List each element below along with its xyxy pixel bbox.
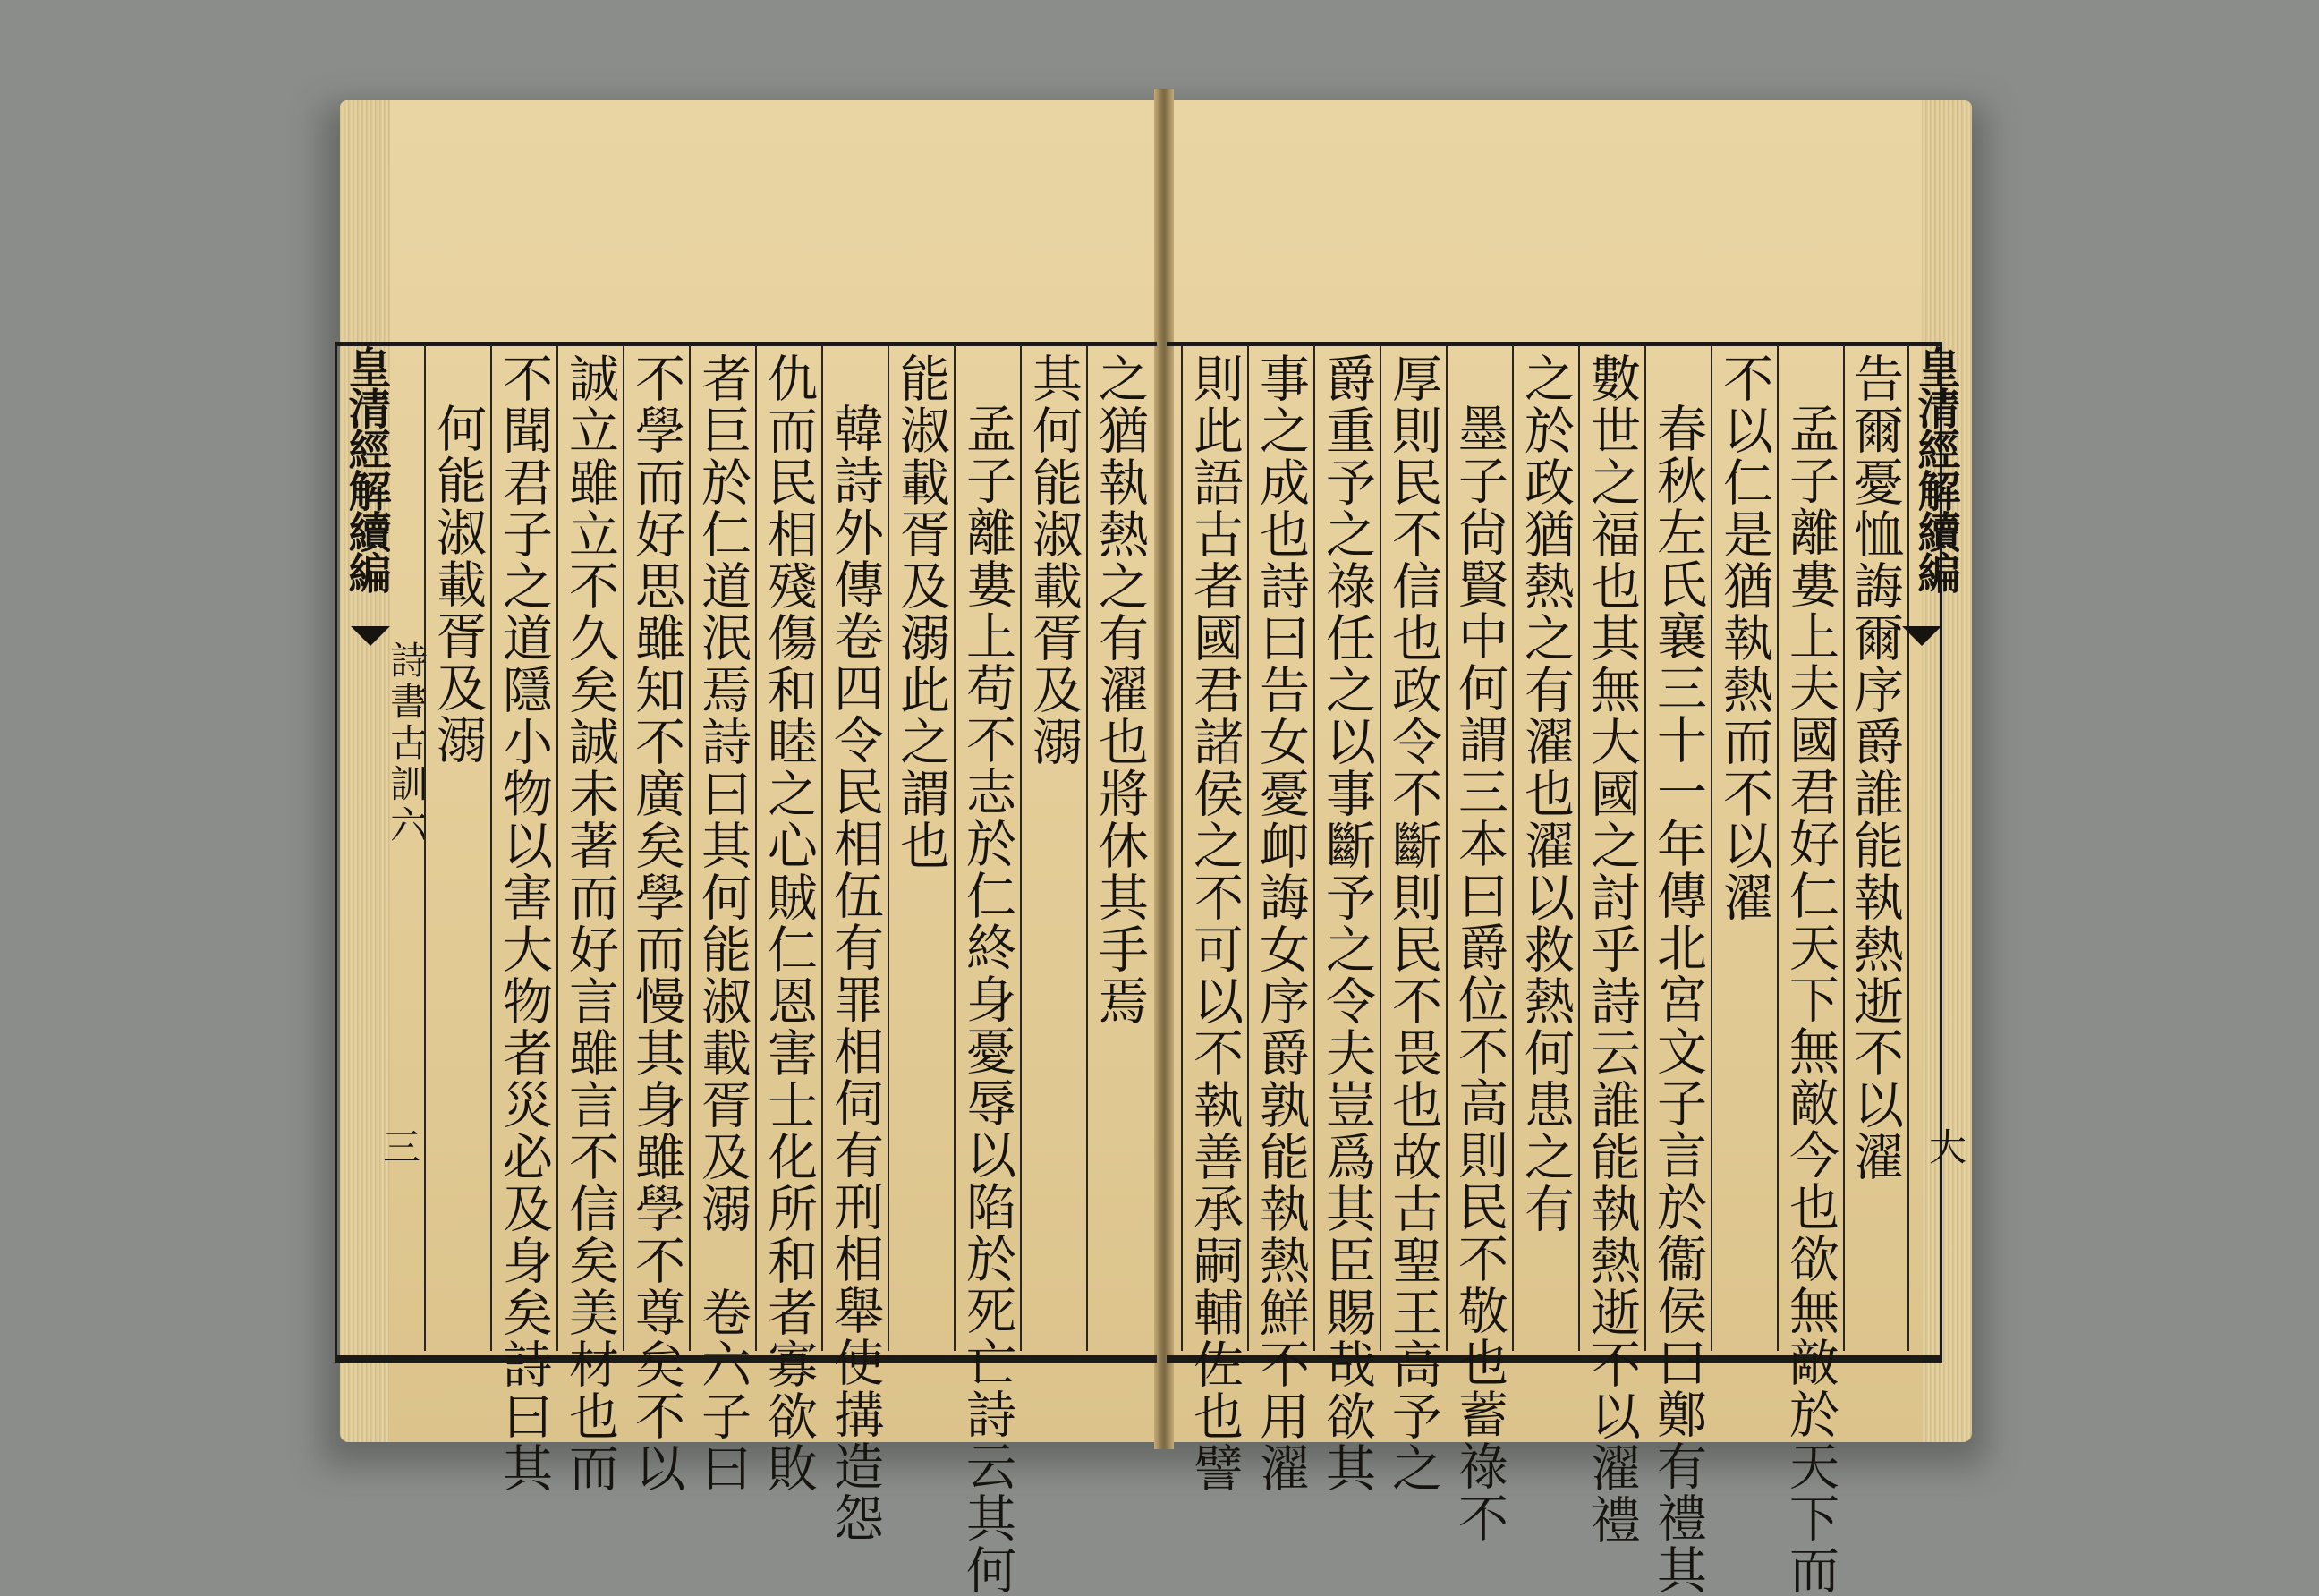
left-text-column-0: 之猶執熱之有濯也將休其手焉 [1086, 345, 1152, 1351]
right-fish-tail-icon [1902, 626, 1941, 649]
left-fold-page: 三 [378, 1127, 421, 1168]
left-text-column-9: 不聞君子之道隱小物以害大物者災必及身矣詩曰其 [490, 345, 556, 1351]
left-text-column-7: 不學而好思雖知不廣矣學而慢其身雖學不尊矣不以 [623, 345, 689, 1351]
right-text-column-0: 告爾憂恤誨爾序爵誰能執熱逝不以濯 [1843, 345, 1909, 1351]
left-text-column-4: 韓詩外傳卷四令民相伍有罪相伺有刑相舉使搆造怨 [821, 345, 888, 1351]
right-fold-page: 大 [1924, 1127, 1967, 1168]
right-text-column-9: 事之成也詩曰告女憂卹誨女序爵孰能執熱鮮不用濯 [1247, 345, 1313, 1351]
right-text-column-2: 不以仁是猶執熱而不以濯 [1711, 345, 1777, 1351]
right-fold-page-col [1915, 1127, 1972, 1199]
left-text-column-3: 能淑載胥及溺此之謂也 [888, 345, 954, 1351]
right-text-column-5: 之於政猶熱之有濯也濯以救熱何患之有 [1512, 345, 1578, 1351]
left-text-column-1: 其何能淑載胥及溺 [1020, 345, 1086, 1351]
left-text-column-10: 何能淑載胥及溺 [424, 345, 490, 1351]
left-fold-page-col [369, 1127, 426, 1199]
left-fold-title: 皇清經解續編 [341, 345, 391, 592]
right-text-column-3: 春秋左氏襄三十一年傳北宮文子言於衞侯曰鄭有禮其 [1644, 345, 1711, 1351]
right-fold-column [1909, 345, 1966, 1351]
left-text-column-6: 者巨於仁道泯焉詩曰其何能淑載胥及溺 卷六子曰 [689, 345, 755, 1351]
right-text-column-4: 數世之福也其無大國之討乎詩云誰能執熱逝不以濯禮 [1578, 345, 1644, 1351]
right-text-column-7: 厚則民不信也政令不斷則民不畏也故古聖王高予之 [1380, 345, 1446, 1351]
right-text-column-6: 墨子尙賢中何謂三本曰爵位不高則民不敬也蓄祿不 [1446, 345, 1512, 1351]
right-text-column-10: 則此語古者國君諸侯之不可以不執善承嗣輔佐也譬 [1181, 345, 1247, 1351]
left-text-column-5: 仇而民相殘傷和睦之心賊仁恩害士化所和者寡欲敗 [755, 345, 821, 1351]
right-fold-title: 皇清經解續編 [1910, 345, 1960, 592]
left-text-column-2: 孟子離婁上苟不志於仁終身憂辱以陷於死亡詩云其何 [954, 345, 1020, 1351]
right-text-column-8: 爵重予之祿任之以事斷予之令夫豈爲其臣賜哉欲其 [1313, 345, 1380, 1351]
left-fold-section: 詩書古訓六 [385, 641, 429, 846]
right-text-column-1: 孟子離婁上夫國君好仁天下無敵今也欲無敵於天下而 [1777, 345, 1843, 1351]
left-text-column-8: 誠立雖立不久矣誠未著而好言雖言不信矣美材也而 [556, 345, 623, 1351]
